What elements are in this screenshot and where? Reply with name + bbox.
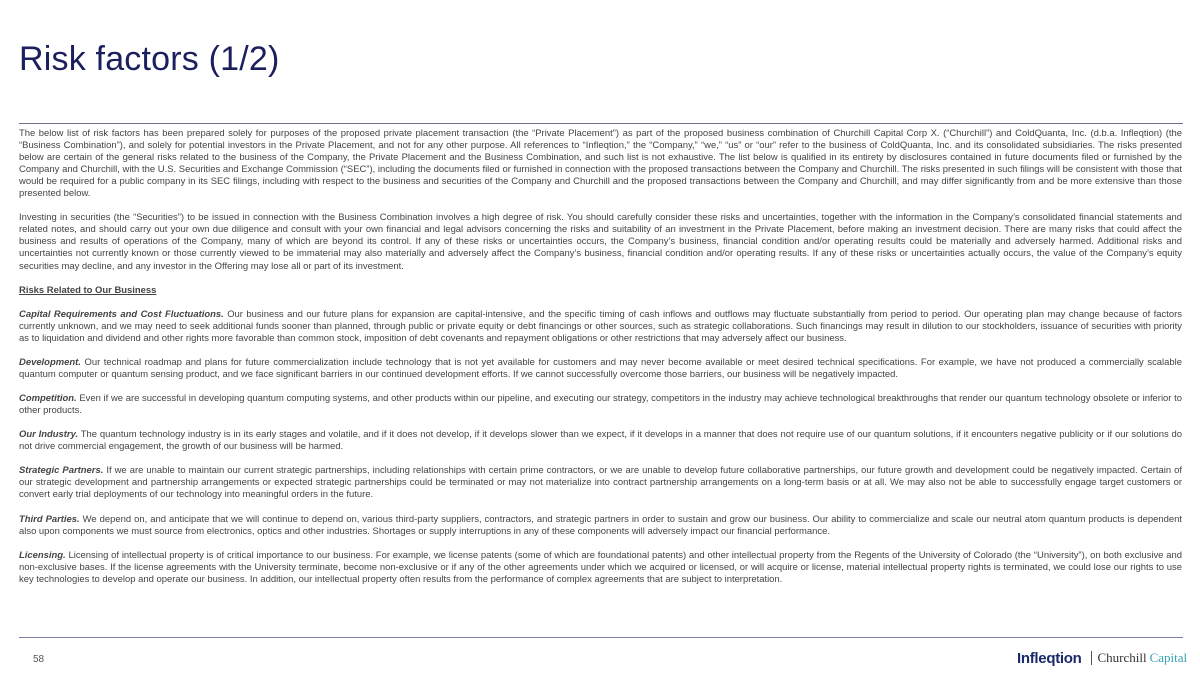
title-divider bbox=[19, 123, 1183, 124]
footer-logos bbox=[1017, 648, 1187, 668]
risk-text: Licensing of intellectual property is of critical importance to our business. For example, we license patents (some of which are foundational patents) and other intellectual property from the Regents of the University of Colorado (the “University”), on both exclusive and non-exclusive bases. If the license agreements with the University terminate, become non-exclusive or if any of the other agreements under which we acquired or licensed, or will acquire or license, material intellectual property rights is terminated, we could lose our rights to use key technologies to develop and operate our business. In addition, our intellectual property often results from the performance of complex agreements that are subject to interpretation. bbox=[19, 549, 1182, 585]
risk-item-strategic-partners bbox=[19, 465, 1182, 501]
risk-text: Even if we are successful in developing quantum computing systems, and other products within our pipeline, and executing our strategy, competitors in the industry may achieve technological breakthroughs that render our quantum technology obsolete or inferior to other products. bbox=[19, 393, 1182, 417]
risk-lead: Competition. bbox=[19, 393, 77, 405]
intro-paragraph: Investing in securities (the “Securities”) to be issued in connection with the Business Combination involves a high degree of risk. You should carefully consider these risks and uncertainties, together with the information in the Company’s consolidated financial statements and related notes, and should carry out your own due diligence and consult with your own financial and legal advisors concerning the risks and suitability of an investment in the Private Placement, before making an investment decision. There are many risks that could affect the business and results of operations of the Company, many of which are beyond its control. If any of these risks or uncertainties occurs, the Company’s business, financial condition and/or operating results could be materially and adversely harmed. Additional risks and uncertainties not currently known or those currently viewed to be immaterial may also materially and adversely affect the Company’s business, financial condition and/or operating results. If any of these risks or uncertainties actually occurs, the value of the Company’s equity securities may decline, and any investor in the Offering may lose all or part of its investment. bbox=[19, 212, 1182, 272]
risk-factors-body bbox=[19, 128, 1182, 598]
risk-item-third-parties bbox=[19, 514, 1182, 538]
risk-item-industry bbox=[19, 429, 1182, 453]
risk-text: We depend on, and anticipate that we will continue to depend on, various third-party suppliers, contractors, and strategic partners in order to sustain and grow our business. Our ability to commercialize and scale our neutral atom quantum products is dependent also upon components we must source from electronics, optics and other industries. Shortages or supply interruptions in any of these components will adversely impact our financial performance. bbox=[19, 513, 1183, 537]
page-number: 58 bbox=[33, 654, 45, 665]
section-heading: Risks Related to Our Business bbox=[19, 284, 157, 296]
risk-lead: Third Parties. bbox=[19, 513, 80, 525]
risk-item-competition bbox=[19, 393, 1182, 417]
intro-paragraph: The below list of risk factors has been prepared solely for purposes of the proposed private placement transaction (the “Private Placement”) as part of the proposed business combination of Churchill Capital Corp X. (“Churchill”) and ColdQuanta, Inc. (d.b.a. Infleqtion) (the “Business Combination”), and solely for potential investors in the Private Placement, and not for any other purpose. All references to “Infleqtion,” the “Company,” “we,” “us” or “our” refer to the business of ColdQuanta, Inc. and its consolidated subsidiaries. The risks presented below are certain of the general risks related to the business of the Company, the Private Placement and the Business Combination, and such list is not exhaustive. The list below is qualified in its entirety by disclosures contained in future documents filed or furnished by the Company and Churchill, with the U.S. Securities and Exchange Commission (“SEC”), including the documents filed or furnished in connection with the proposed transactions between the Company and Churchill. The risks presented in such filings will be consistent with those that would be required for a public company in its SEC filings, including with respect to the business and securities of the Company and Churchill and the proposed transactions between the Company and Churchill, and may differ significantly from and be more extensive than those presented below. bbox=[19, 128, 1182, 200]
risk-lead: Capital Requirements and Cost Fluctuations. bbox=[19, 308, 224, 320]
infleqtion-logo: Infleqtion bbox=[1017, 649, 1082, 667]
risk-item-development bbox=[19, 357, 1182, 381]
risk-item-capital bbox=[19, 309, 1182, 345]
risk-text: The quantum technology industry is in its early stages and volatile, and if it does not develop, if it develops slower than we expect, if it develops in a manner that does not require use of our quantum solutions, if it encounters negative publicity or if our solutions do not drive commercial engagement, the growth of our business will be harmed. bbox=[19, 429, 1182, 453]
page-title: Risk factors (1/2) bbox=[19, 40, 280, 78]
risk-lead: Licensing. bbox=[19, 549, 66, 561]
footer-divider bbox=[19, 637, 1183, 638]
risk-lead: Strategic Partners. bbox=[19, 465, 104, 477]
risk-lead: Development. bbox=[19, 356, 81, 368]
churchill-logo-text: Churchill bbox=[1097, 650, 1147, 665]
risk-text: If we are unable to maintain our current strategic partnerships, including relationships with certain prime contractors, or we are unable to develop future collaborative partnerships, our future growth and development could be negatively impacted. Certain of our strategic development and partnership arrangements or expected strategic partnerships could be terminated or may not materialize into contract partnership arrangements on a long-term basis or at all. We may also not be able to successfully engage target customers or convert early trial deployments of our technology into meaningful orders in the future. bbox=[19, 465, 1182, 501]
risk-text: Our technical roadmap and plans for future commercialization include technology that is not yet available for customers and may never become available or meet desired technical specifications. For example, we have not produced a commercially scalable quantum computer or quantum sensing product, and we face significant barriers in our continued development efforts. If we cannot successfully overcome those barriers, our business will be negatively impacted. bbox=[19, 356, 1182, 380]
risk-lead: Our Industry. bbox=[19, 429, 79, 441]
risk-text: Our business and our future plans for expansion are capital-intensive, and the specific timing of cash inflows and outflows may fluctuate substantially from period to period. Our operating plan may change because of factors currently unknown, and we may need to seek additional funds sooner than planned, through public or private equity or debt financings or other sources, such as strategic collaborations. Such financings may result in dilution to our stockholders, issuance of securities with priority as to liquidation and dividend and other rights more favorable than common stock, imposition of debt covenants and repayment obligations or other restrictions that may adversely affect our business. bbox=[19, 308, 1182, 344]
logo-separator bbox=[1091, 651, 1092, 665]
risk-item-licensing bbox=[19, 550, 1182, 586]
capital-logo-text: Capital bbox=[1149, 650, 1188, 665]
